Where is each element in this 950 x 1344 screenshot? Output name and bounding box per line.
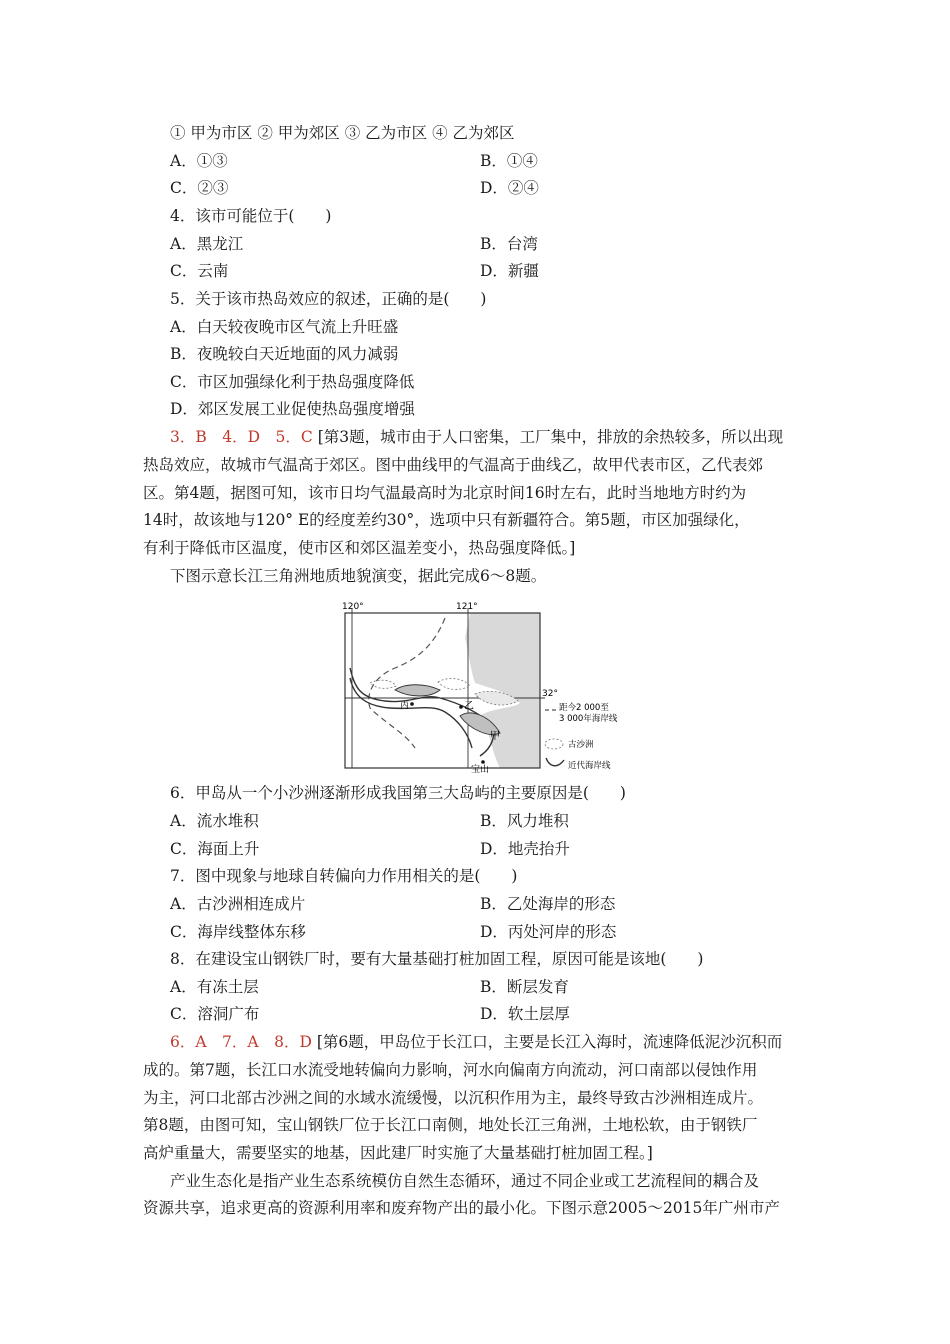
map-lon-121: 121° (456, 602, 478, 612)
map-label-jia: 甲 (490, 731, 500, 742)
q5-option-d: D．郊区发展工业促使热岛强度增强 (170, 400, 415, 418)
q7-option-b: B．乙处海岸的形态 (480, 895, 616, 913)
answer2-key: 6．A 7．A 8．D (170, 1033, 312, 1051)
q3-option-a: A．①③ (170, 152, 228, 170)
map-lat-32: 32° (542, 689, 558, 699)
q7-option-a: A．古沙洲相连成片 (170, 895, 306, 913)
map-lon-120: 120° (342, 602, 364, 612)
answer1-block (170, 426, 783, 448)
answer2-line-5: 高炉重量大，需要坚实的地基，因此建厂时实施了大量基础打桩加固工程。] (143, 1144, 653, 1162)
q4-option-d: D．新疆 (480, 262, 539, 280)
q4-option-b: B．台湾 (480, 235, 538, 253)
q5-option-b: B．夜晚较白天近地面的风力减弱 (170, 345, 399, 363)
q8-option-d: D．软土层厚 (480, 1005, 570, 1023)
legend-old-coast-line2: 3 000年海岸线 (559, 714, 618, 724)
q3-option-b: B．①④ (480, 152, 538, 170)
intro3-line-2: 资源共享，追求更高的资源利用率和废弃物产出的最小化。下图示意2005～2015年广州市产 (143, 1199, 780, 1217)
q8-option-c: C．溶洞广布 (170, 1005, 260, 1023)
answer2-line-1: [第6题，甲岛位于长江口，主要是长江入海时，流速降低泥沙沉积而 (316, 1033, 783, 1051)
q6-option-b: B．风力堆积 (480, 812, 569, 830)
q6-stem: 6．甲岛从一个小沙洲逐渐形成我国第三大岛屿的主要原因是( ) (170, 784, 626, 802)
q4-option-a: A．黑龙江 (170, 235, 244, 253)
q3-option-d: D．②④ (480, 179, 539, 197)
q4-stem: 4．该市可能位于( ) (170, 207, 332, 225)
q7-option-c: C．海岸线整体东移 (170, 923, 306, 941)
q6-option-d: D．地壳抬升 (480, 840, 570, 858)
q8-option-a: A．有冻土层 (170, 978, 259, 996)
q7-option-d: D．丙处河岸的形态 (480, 923, 617, 941)
q5-option-a: A．白天较夜晚市区气流上升旺盛 (170, 318, 399, 336)
map-label-yi: 乙 (464, 701, 474, 712)
q6-option-c: C．海面上升 (170, 840, 260, 858)
q4-option-c: C．云南 (170, 262, 229, 280)
q5-option-c: C．市区加强绿化利于热岛强度降低 (170, 373, 415, 391)
answer1-line-2: 热岛效应，故城市气温高于郊区。图中曲线甲的气温高于曲线乙，故甲代表市区，乙代表郊 (143, 456, 764, 474)
q6-option-a: A．流水堆积 (170, 812, 259, 830)
answer2-block (170, 1031, 782, 1053)
answer1-key: 3．B 4．D 5．C (170, 428, 313, 446)
answer1-line-1: [第3题，城市由于人口密集，工厂集中，排放的余热较多，所以出现 (317, 428, 784, 446)
legend-modern-coast: 近代海岸线 (568, 761, 611, 771)
answer2-line-2: 成的。第7题，长江口水流受地转偏向力影响，河水向偏南方向流动，河口南部以侵蚀作用 (143, 1061, 758, 1079)
q8-option-b: B．断层发育 (480, 978, 569, 996)
answer2-line-3: 为主，河口北部古沙洲之间的水域水流缓慢，以沉积作用为主，最终导致古沙洲相连成片。 (143, 1089, 764, 1107)
q3-statements: ① 甲为市区 ② 甲为郊区 ③ 乙为市区 ④ 乙为郊区 (170, 124, 515, 142)
q8-stem: 8．在建设宝山钢铁厂时，要有大量基础打桩加固工程，原因可能是该地( ) (170, 950, 704, 968)
q3-option-c: C．②③ (170, 179, 229, 197)
answer2-line-4: 第8题，由图可知，宝山钢铁厂位于长江口南侧，地处长江三角洲，土地松软，由于钢铁厂 (143, 1116, 758, 1134)
map-label-baoshan: 宝山 (471, 765, 490, 775)
intro3-line-1: 产业生态化是指产业生态系统模仿自然生态循环，通过不同企业或工艺流程间的耦合及 (170, 1172, 760, 1190)
answer1-line-3: 区。第4题，据图可知，该市日均气温最高时为北京时间16时左右，此时当地地方时约为 (143, 484, 747, 502)
yangtze-delta-map (340, 598, 640, 778)
map-intro: 下图示意长江三角洲地质地貌演变，据此完成6～8题。 (170, 567, 547, 585)
legend-sandbar: 古沙洲 (568, 740, 594, 750)
q7-stem: 7．图中现象与地球自转偏向力作用相关的是( ) (170, 867, 518, 885)
answer1-line-4: 14时，故该地与120° E的经度差约30°，选项中只有新疆符合。第5题，市区加强绿化， (143, 511, 750, 529)
map-label-bing: 丙 (400, 701, 410, 711)
legend-old-coast-line1: 距今2 000至 (559, 703, 609, 713)
q5-stem: 5．关于该市热岛效应的叙述，正确的是( ) (170, 290, 487, 308)
answer1-line-5: 有利于降低市区温度，使市区和郊区温差变小，热岛强度降低。] (143, 539, 576, 557)
